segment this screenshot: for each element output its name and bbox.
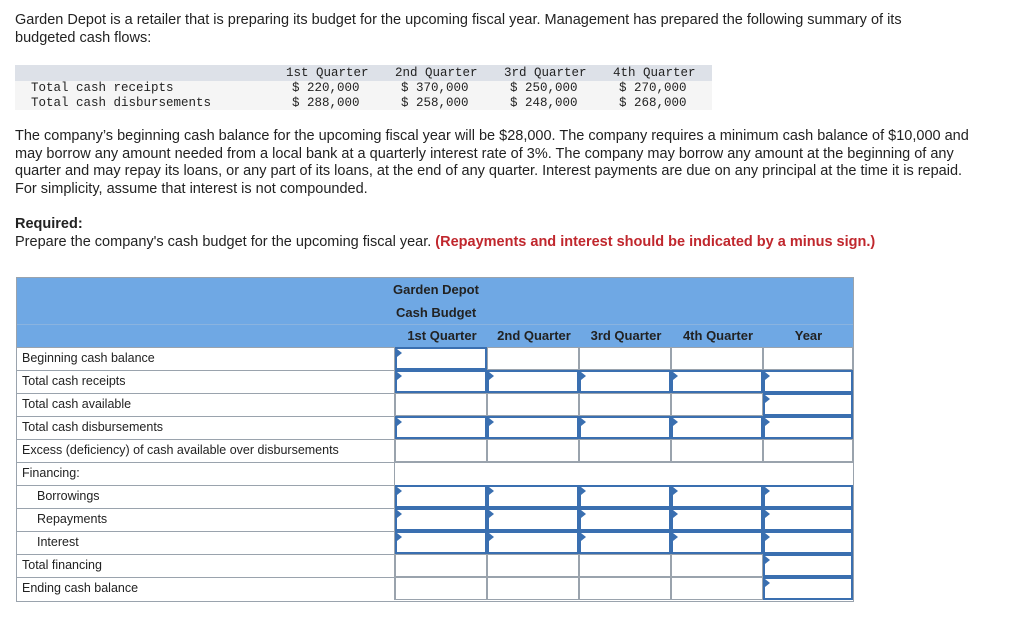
row-label-total-cash-disbursements: Total cash disbursements xyxy=(22,420,164,434)
budget-input-cell[interactable] xyxy=(763,370,853,393)
required-heading: Required: xyxy=(15,216,83,232)
row-label-total-cash-available: Total cash available xyxy=(22,397,132,411)
budget-input-cell[interactable] xyxy=(579,485,671,508)
summary-value: $ 288,000 xyxy=(292,96,360,110)
budget-input-cell[interactable] xyxy=(395,370,487,393)
budget-input-cell xyxy=(671,577,763,600)
budget-input-cell[interactable] xyxy=(763,393,853,416)
budget-input-cell[interactable] xyxy=(487,531,579,554)
summary-value: $ 270,000 xyxy=(619,81,687,95)
summary-header-row xyxy=(15,65,712,81)
row-divider xyxy=(17,462,853,463)
budget-input-cell xyxy=(579,439,671,462)
budget-input-cell[interactable] xyxy=(487,370,579,393)
budget-input-cell[interactable] xyxy=(671,416,763,439)
budget-input-cell xyxy=(395,577,487,600)
summary-header-q3: 3rd Quarter xyxy=(504,66,587,80)
budget-input-cell[interactable] xyxy=(671,370,763,393)
row-label-total-cash-receipts: Total cash receipts xyxy=(22,374,126,388)
row-label-beginning-cash-balance: Beginning cash balance xyxy=(22,351,155,365)
budget-title: Cash Budget xyxy=(396,305,477,320)
budget-input-cell xyxy=(487,439,579,462)
budget-input-cell[interactable] xyxy=(579,531,671,554)
summary-header-q2: 2nd Quarter xyxy=(395,66,478,80)
budget-input-cell[interactable] xyxy=(671,531,763,554)
budget-input-cell xyxy=(671,393,763,416)
row-label-financing: Financing: xyxy=(22,466,80,480)
budget-input-cell[interactable] xyxy=(579,370,671,393)
budget-input-cell[interactable] xyxy=(579,508,671,531)
summary-value: $ 258,000 xyxy=(401,96,469,110)
budget-input-cell[interactable] xyxy=(763,508,853,531)
budget-input-cell xyxy=(579,554,671,577)
summary-header-q4: 4th Quarter xyxy=(613,66,696,80)
summary-body xyxy=(15,81,712,110)
budget-input-cell[interactable] xyxy=(671,508,763,531)
budget-input-cell[interactable] xyxy=(763,577,853,600)
budget-input-cell xyxy=(763,347,853,370)
problem-details: The company’s beginning cash balance for the upcoming fiscal year will be $28,000. The company requires a minimum cash balance of $10,000 and may borrow any amount needed from a local bank at a quarterly interest rate of 3%. The company may borrow any amount at the beginning of any quarter and may repay its loans, or any part of its loans, at the end of any quarter. Interest payments are due on any principal at the time it is repaid. For simplicity, assume that interest is not compounded. xyxy=(15,128,969,197)
summary-value: $ 248,000 xyxy=(510,96,578,110)
col-3rd-quarter: 3rd Quarter xyxy=(590,328,662,343)
row-label-repayments: Repayments xyxy=(37,512,108,526)
budget-input-cell[interactable] xyxy=(395,416,487,439)
summary-value: $ 370,000 xyxy=(401,81,469,95)
budget-input-cell[interactable] xyxy=(671,485,763,508)
summary-row-label: Total cash receipts xyxy=(31,81,174,95)
budget-input-cell[interactable] xyxy=(395,485,487,508)
budget-input-cell[interactable] xyxy=(579,416,671,439)
summary-row-label: Total cash disbursements xyxy=(31,96,212,110)
budget-input-cell xyxy=(579,577,671,600)
budget-input-cell xyxy=(579,347,671,370)
budget-input-cell xyxy=(487,347,579,370)
budget-input-cell xyxy=(671,439,763,462)
row-label-total-financing: Total financing xyxy=(22,558,102,572)
col-2nd-quarter: 2nd Quarter xyxy=(497,328,571,343)
budget-input-cell xyxy=(487,554,579,577)
summary-header-q1: 1st Quarter xyxy=(286,66,369,80)
row-label-ending-cash-balance: Ending cash balance xyxy=(22,581,139,595)
budget-input-cell xyxy=(395,393,487,416)
summary-table xyxy=(15,65,712,110)
budget-input-cell xyxy=(671,554,763,577)
budget-input-cell[interactable] xyxy=(487,508,579,531)
budget-input-cell[interactable] xyxy=(487,416,579,439)
budget-input-cell[interactable] xyxy=(763,554,853,577)
col-1st-quarter: 1st Quarter xyxy=(407,328,477,343)
budget-input-cell[interactable] xyxy=(763,531,853,554)
budget-input-cell xyxy=(487,577,579,600)
budget-input-cell xyxy=(579,393,671,416)
budget-input-cell[interactable] xyxy=(395,531,487,554)
budget-input-cell xyxy=(671,347,763,370)
required-note: (Repayments and interest should be indicated by a minus sign.) xyxy=(435,234,876,250)
summary-value: $ 268,000 xyxy=(619,96,687,110)
budget-company: Garden Depot xyxy=(393,282,479,297)
cash-budget-table xyxy=(16,277,854,602)
row-label-excess-deficiency-of-cash-available-over-disbursements: Excess (deficiency) of cash available over disbursements xyxy=(22,443,339,457)
row-label-borrowings: Borrowings xyxy=(37,489,100,503)
budget-input-cell xyxy=(487,393,579,416)
required-text xyxy=(15,234,875,252)
summary-value: $ 220,000 xyxy=(292,81,360,95)
budget-input-cell[interactable] xyxy=(763,485,853,508)
budget-input-cell xyxy=(395,554,487,577)
col-4th-quarter: 4th Quarter xyxy=(682,328,754,343)
budget-input-cell[interactable] xyxy=(487,485,579,508)
budget-input-cell[interactable] xyxy=(763,416,853,439)
problem-intro: Garden Depot is a retailer that is preparing its budget for the upcoming fiscal year. Management has prepared the following summary of its budgeted cash flows: xyxy=(15,12,902,46)
row-label-interest: Interest xyxy=(37,535,79,549)
required-instruction: Prepare the company's cash budget for the upcoming fiscal year. xyxy=(15,234,432,250)
budget-header xyxy=(17,278,853,347)
budget-input-cell xyxy=(395,439,487,462)
summary-value: $ 250,000 xyxy=(510,81,578,95)
col-year: Year xyxy=(794,328,823,343)
budget-input-cell xyxy=(763,439,853,462)
budget-input-cell[interactable] xyxy=(395,508,487,531)
budget-input-cell[interactable] xyxy=(395,347,487,370)
